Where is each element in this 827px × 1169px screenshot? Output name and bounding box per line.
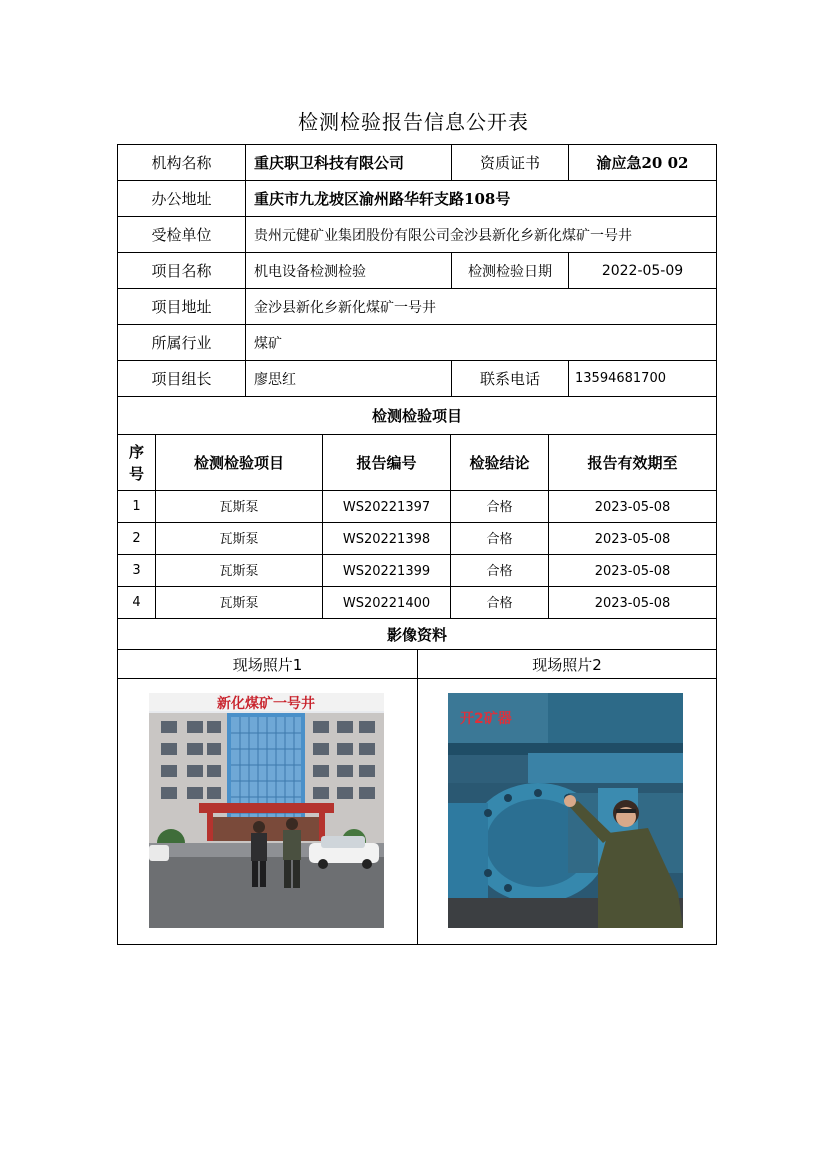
row-seq: 3 [132,563,141,578]
industry-label: 所属行业 [151,334,212,352]
row-item: 瓦斯泵 [219,595,259,611]
row-report-no: WS20221397 [342,500,431,515]
row-seq: 4 [132,595,141,610]
address-label: 办公地址 [151,190,212,208]
row-conclusion: 合格 [486,531,513,547]
project-addr-label: 项目地址 [151,298,212,316]
industry-value: 煤矿 [254,335,282,352]
org-label: 机构名称 [151,154,212,172]
row-conclusion: 合格 [486,499,513,515]
cert-value: 渝应急20 02 [596,154,689,172]
seq-header-line2: 号 [128,464,144,483]
row-conclusion: 合格 [486,563,513,579]
row-valid-until: 2023-05-08 [594,596,671,611]
row-item: 瓦斯泵 [219,563,259,579]
row-report-no: WS20221399 [342,564,431,579]
row-seq: 1 [132,499,141,514]
leader-value: 廖思红 [254,371,296,388]
leader-label: 项目组长 [151,370,212,388]
valid-until-header: 报告有效期至 [587,454,678,472]
photo1-label: 现场照片1 [232,655,303,674]
report-no-header: 报告编号 [356,454,417,472]
date-label: 检测检验日期 [468,263,552,280]
row-seq: 2 [132,531,141,546]
item-header: 检测检验项目 [193,454,284,472]
row-valid-until: 2023-05-08 [594,532,671,547]
row-report-no: WS20221400 [342,596,431,611]
images-heading: 影像资料 [386,625,447,644]
page-title: 检测检验报告信息公开表 [298,110,529,134]
inspected-value: 贵州元健矿业集团股份有限公司金沙县新化乡新化煤矿一号井 [254,227,632,244]
photo2-sign-text: 开2矿器 [460,711,512,727]
date-value: 2022-05-09 [601,262,684,279]
seq-header [118,435,155,490]
project-name-label: 项目名称 [151,262,212,280]
project-name-value: 机电设备检测检验 [254,263,366,280]
seq-header-line1: 序 [128,442,144,461]
phone-value: 13594681700 [575,371,666,386]
row-report-no: WS20221398 [342,532,431,547]
org-value: 重庆职卫科技有限公司 [254,154,405,172]
site-photo-1 [149,693,384,928]
row-item: 瓦斯泵 [219,531,259,547]
site-photo-2 [448,693,683,928]
row-valid-until: 2023-05-08 [594,500,671,515]
photo1-sign-text: 新化煤矿一号井 [217,696,315,712]
row-conclusion: 合格 [486,595,513,611]
row-valid-until: 2023-05-08 [594,564,671,579]
phone-label: 联系电话 [479,370,540,388]
project-addr-value: 金沙县新化乡新化煤矿一号井 [254,299,436,316]
address-value: 重庆市九龙坡区渝州路华轩支路108号 [254,190,511,208]
cert-label: 资质证书 [479,154,540,172]
items-heading: 检测检验项目 [371,407,462,425]
photo2-label: 现场照片2 [532,655,602,674]
inspected-label: 受检单位 [151,226,212,244]
conclusion-header: 检验结论 [469,454,530,472]
row-item: 瓦斯泵 [219,499,259,515]
